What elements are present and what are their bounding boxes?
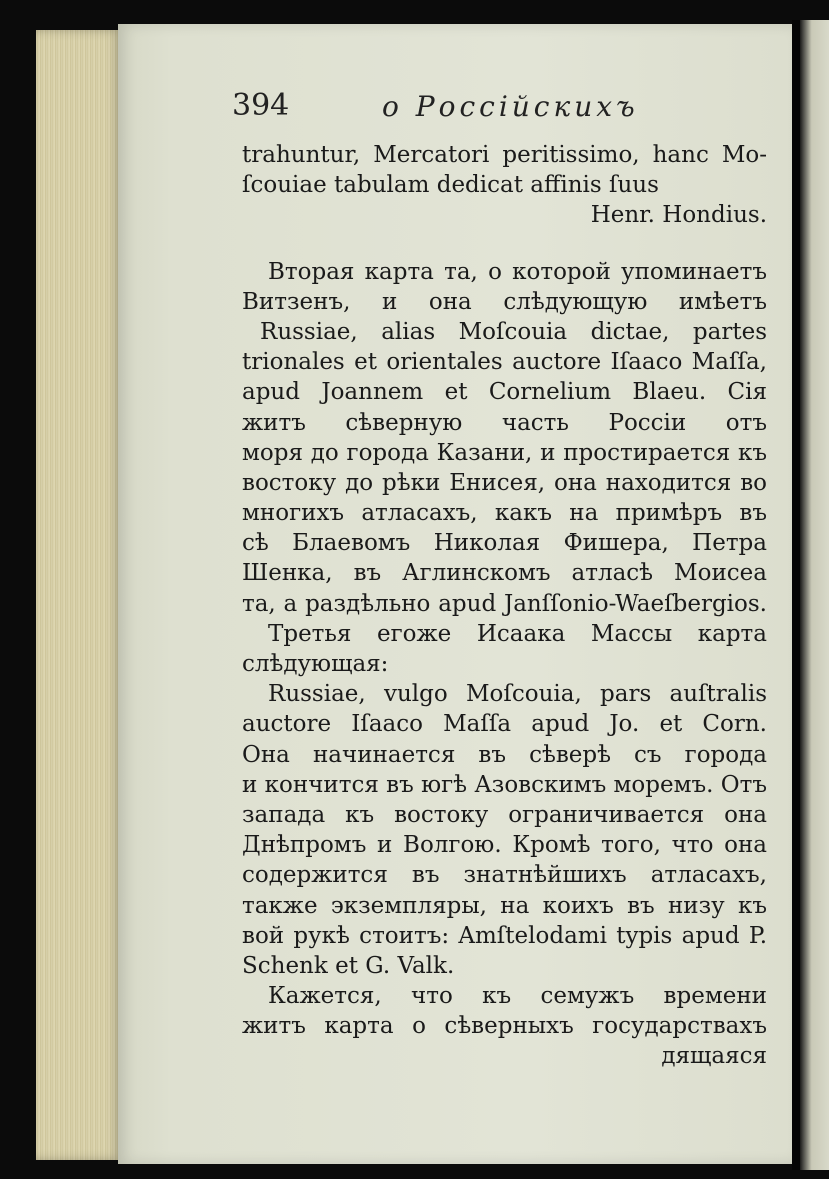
text-line: Вторая карта та, о которой упоминаетъ — [268, 258, 767, 285]
text-line: также экземпляры, на коихъ въ низу къ — [242, 892, 767, 919]
text-line: ſcouiae tabulam dedicat affinis ſuus — [242, 172, 659, 199]
text-line: запада къ востоку ограничивается она — [242, 801, 767, 828]
right-page-edge — [800, 20, 829, 1170]
text-line: многихъ атласахъ, какъ на примѣръ въ — [242, 500, 767, 527]
text-line: Днѣпромъ и Волгою. Кромѣ того, что она — [242, 832, 767, 859]
body-text — [242, 140, 767, 1072]
text-line: моря до города Казани, и простирается къ — [242, 439, 767, 466]
text-line: apud Joannem et Cornelium Blaeu. Сія — [242, 379, 767, 406]
text-line: auctore Iſaaco Maſſa apud Jo. et Corn. — [242, 711, 767, 738]
text-line: слѣдующая: — [242, 651, 389, 677]
text-line: Шенка, въ Аглинскомъ атласѣ Моисеа — [242, 560, 767, 587]
running-title: о Россійскихъ — [382, 90, 639, 123]
page-number: 394 — [232, 88, 290, 123]
text-line: Она начинается въ сѣверѣ съ города — [242, 741, 767, 768]
text-line: Третья егоже Исаака Массы карта — [268, 620, 767, 647]
text-line: житъ карта о сѣверныхъ государствахъ — [242, 1013, 767, 1040]
text-line: Russiae, vulgo Moſcouia, pars auſtralis — [268, 681, 767, 708]
text-line: и кончится въ югѣ Азовскимъ моремъ. Отъ — [242, 771, 767, 798]
catchword: дящаяся — [661, 1043, 767, 1070]
text-line: Витзенъ, и она слѣдующую имѣетъ — [242, 288, 767, 315]
text-line: та, а раздѣльно apud Janſſonio-Waeſbergios. — [242, 590, 767, 617]
text-line: Schenk et G. Valk. — [242, 952, 455, 979]
text-line: востоку до рѣки Енисея, она находится во — [242, 469, 767, 496]
text-line: trahuntur, Mercatori peritissimo, hanc Mo- — [242, 142, 767, 168]
text-line: содержится въ знатнѣйшихъ атласахъ, — [242, 862, 767, 889]
text-line: житъ сѣверную часть Россіи отъ — [242, 409, 767, 436]
page-header — [232, 88, 752, 128]
text-line: trionales et orientales auctore Iſaaco Maſſa, — [242, 349, 767, 376]
signature-line: Henr. Hondius. — [590, 202, 767, 229]
text-line: Кажется, что къ семужъ времени — [268, 983, 767, 1010]
text-line: Russiae, alias Moſcouia dictae, partes — [260, 318, 767, 345]
text-line: сѣ Блаевомъ Николая Фишера, Петра — [242, 530, 767, 557]
text-line: вой рукѣ стоитъ: Amſtelodami typis apud P. — [242, 922, 767, 949]
page-edges — [36, 30, 122, 1160]
